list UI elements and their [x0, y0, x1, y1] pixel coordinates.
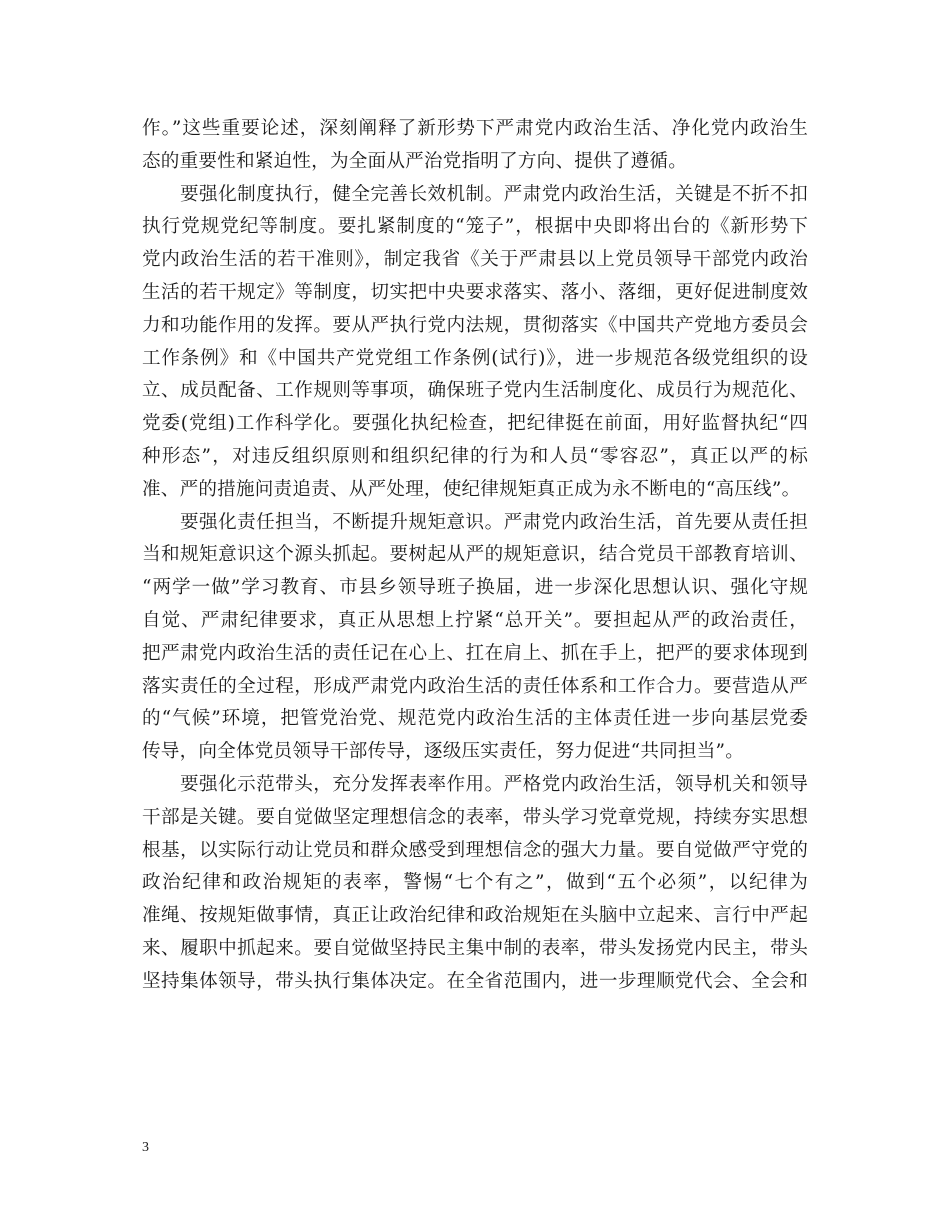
text-line: 力和功能作用的发挥。要从严执行党内法规，贯彻落实《中国共产党地方委员会 — [142, 314, 808, 336]
paragraph-first-line: 要强化责任担当，不断提升规矩意识。严肃党内政治生活，首先要从责任担 — [180, 511, 808, 533]
text-line: 准绳、按规矩做事情，真正让政治纪律和政治规矩在头脑中立起来、言行中严起 — [142, 905, 808, 927]
text-line: 党委(党组)工作科学化。要强化执纪检查，把纪律挺在前面，用好监督执纪“四 — [142, 413, 808, 435]
page-number: 3 — [142, 1140, 149, 1155]
text-line: 传导，向全体党员领导干部传导，逐级压实责任，努力促进“共同担当”。 — [142, 741, 745, 763]
paragraph-first-line: 要强化示范带头，充分发挥表率作用。严格党内政治生活，领导机关和领导 — [180, 773, 808, 795]
text-line: 作。”这些重要论述，深刻阐释了新形势下严肃党内政治生活、净化党内政治生 — [142, 118, 808, 139]
text-line: 执行党规党纪等制度。要扎紧制度的“笼子”，根据中央即将出台的《新形势下 — [142, 216, 808, 238]
text-line: “两学一做”学习教育、市县乡领导班子换届，进一步深化思想认识、强化守规 — [142, 577, 808, 599]
text-line: 干部是关键。要自觉做坚定理想信念的表率，带头学习党章党规，持续夯实思想 — [142, 806, 808, 828]
text-line: 来、履职中抓起来。要自觉做坚持民主集中制的表率，带头发扬党内民主，带头 — [142, 937, 808, 959]
text-line: 根基，以实际行动让党员和群众感受到理想信念的强大力量。要自觉做严守党的 — [142, 839, 808, 861]
text-line: 把严肃党内政治生活的责任记在心上、扛在肩上、抓在手上，把严的要求体现到 — [142, 642, 808, 664]
text-line: 的“气候”环境，把管党治党、规范党内政治生活的主体责任进一步向基层党委 — [142, 708, 808, 730]
text-line: 自觉、严肃纪律要求，真正从思想上拧紧“总开关”。要担起从严的政治责任， — [142, 609, 808, 631]
text-line: 立、成员配备、工作规则等事项，确保班子党内生活制度化、成员行为规范化、 — [142, 380, 808, 402]
text-line: 生活的若干规定》等制度，切实把中央要求落实、落小、落细，更好促进制度效 — [142, 281, 808, 303]
document-body — [142, 113, 808, 999]
paragraph-first-line: 要强化制度执行，健全完善长效机制。严肃党内政治生活，关键是不折不扣 — [180, 183, 808, 205]
text-line: 当和规矩意识这个源头抓起。要树起从严的规矩意识，结合党员干部教育培训、 — [142, 544, 808, 566]
text-line: 坚持集体领导，带头执行集体决定。在全省范围内，进一步理顺党代会、全会和 — [142, 970, 808, 992]
text-line: 政治纪律和政治规矩的表率，警惕“七个有之”，做到“五个必须”，以纪律为 — [142, 872, 808, 894]
text-line: 落实责任的全过程，形成严肃党内政治生活的责任体系和工作合力。要营造从严 — [142, 675, 808, 697]
text-line: 准、严的措施问责追责、从严处理，使纪律规矩真正成为永不断电的“高压线”。 — [142, 478, 801, 500]
text-line: 工作条例》和《中国共产党党组工作条例(试行)》，进一步规范各级党组织的设 — [142, 347, 808, 369]
text-line: 态的重要性和紧迫性，为全面从严治党指明了方向、提供了遵循。 — [142, 150, 688, 172]
text-line: 党内政治生活的若干准则》，制定我省《关于严肃县以上党员领导干部党内政治 — [142, 249, 808, 271]
text-line: 种形态”，对违反组织原则和组织纪律的行为和人员“零容忍”，真正以严的标 — [142, 445, 808, 467]
